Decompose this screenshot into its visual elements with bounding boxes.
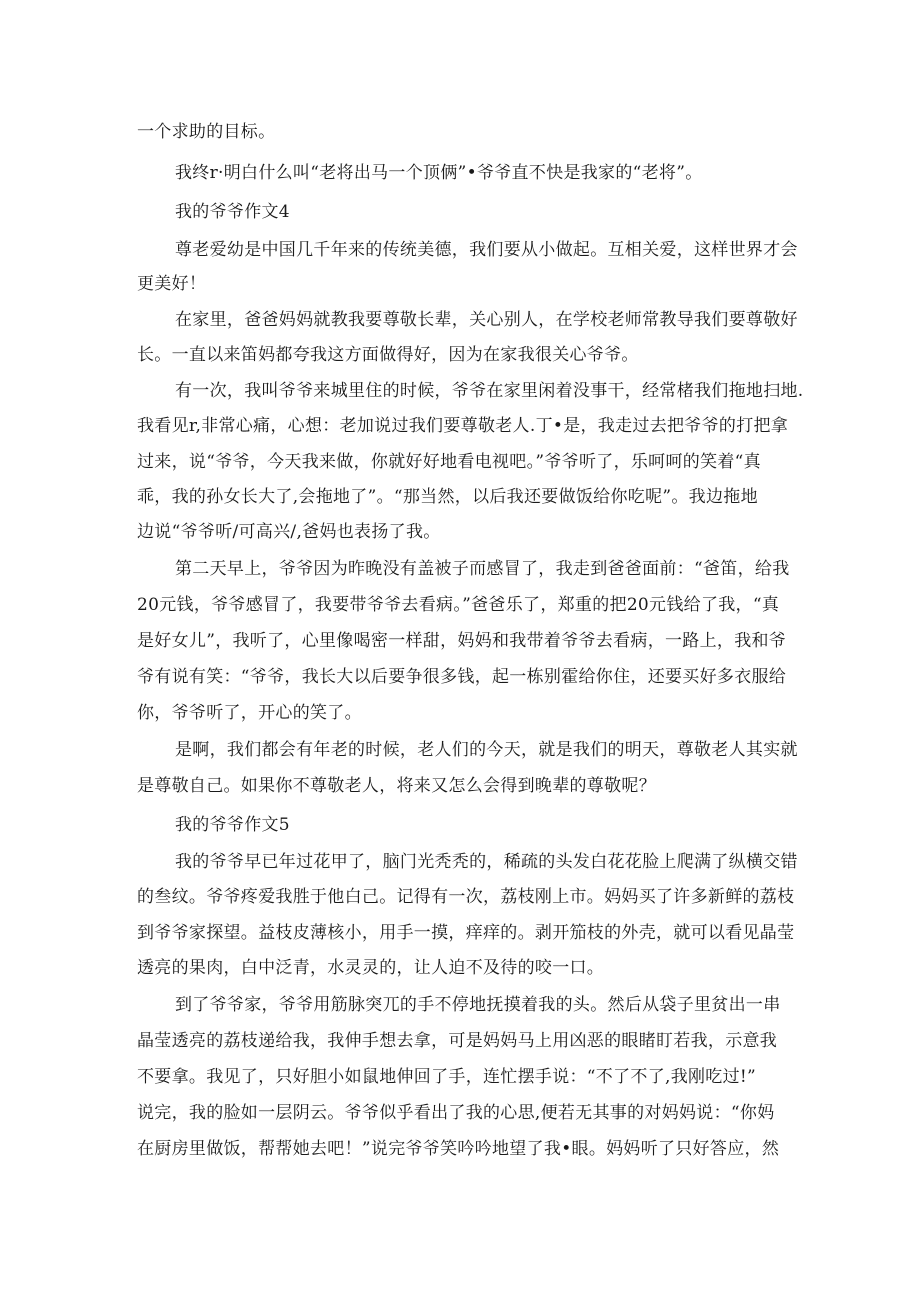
text-line: 透亮的果肉，白中泛青，水灵灵的，让人迫不及待的咬一口。	[137, 958, 605, 978]
text-line: 是尊敬自己。如果你不尊敬老人，将来又怎么会得到晚辈的尊敬呢？	[137, 776, 656, 796]
text-line: 在厨房里做饭，帮帮她去吧！”说完爷爷笑吟吟地望了我•眼。妈妈听了只好答应，然	[137, 1139, 780, 1159]
text-line: 不要拿。我见了，只好胆小如鼠地伸回了手，连忙摆手说：“不了不了,我刚吃过!”	[137, 1067, 757, 1087]
text-line: 说完，我的脸如一层阴云。爷爷似乎看出了我的心思,便若无其事的对妈妈说：“你妈	[137, 1103, 775, 1123]
text-line: 到爷爷家探望。益枝皮薄核小，用手一摸，痒痒的。剥开笳枝的外壳，就可以看见晶莹	[137, 923, 795, 943]
text-line: 你，爷爷听了，开心的笑了。	[137, 703, 362, 723]
text-line: 在家里，爸爸妈妈就教我要尊敬长辈，关心别人，在学校老师常教导我们要尊敬好	[175, 310, 798, 330]
text-line: 到了爷爷家，爷爷用筋脉突兀的手不停地抚摸着我的头。然后从袋子里贫出一串	[175, 995, 781, 1015]
text-line: 有一次，我叫爷爷来城里住的时候，爷爷在家里闲着没事干，经常楮我们拖地扫地.	[175, 381, 804, 401]
text-line: 尊老爱幼是中国几千年来的传统美德，我们要从小做起。互相关爱，这样世界才会	[175, 240, 798, 260]
text-line: 过来，说“爷爷，今天我来做，你就好好地看电视吧。”爷爷听了，乐呵呵的笑着“真	[137, 452, 761, 472]
text-line: 晶莹透亮的荔枝递给我，我伸手想去拿，可是妈妈马上用凶恶的眼睹盯若我，示意我	[137, 1031, 778, 1051]
text-line: 我看见r,非常心痛，心想：老加说过我们要尊敬老人.丁•是，我走过去把爷爷的打把拿	[137, 416, 789, 436]
text-line: 爷有说有笑：“爷爷，我长大以后要争很多钱，起一栋别霍给你住，还要买好多衣服给	[137, 667, 787, 687]
text-line: 第二天早上，爷爷因为昨晚没有盖被子而感冒了，我走到爸爸面前：“爸笛，给我	[175, 559, 790, 579]
text-line: 20元钱，爷爷感冒了，我要带爷爷去看病。”爸爸乐了，郑重的把20元钱给了我，“真	[137, 595, 780, 615]
text-line: 是好女儿”，我听了，心里像喝密一样甜，妈妈和我带着爷爷去看病，一路上，我和爷	[137, 631, 787, 651]
text-line: 乖，我的孙女长大了,会拖地了”。“那当然，以后我还要做饭给你吃呢”。我边拖地	[137, 487, 758, 507]
text-line: 我终r·明白什么叫“老将出马一个顶俩”•爷爷直不快是我家的“老将”。	[175, 163, 703, 183]
text-line: 的叁纹。爷爷疼爱我胜于他白己。记得有一次，荔枝刚上市。妈妈买了许多新鲜的荔枝	[137, 887, 795, 907]
text-line: 是啊，我们都会有年老的时候，老人们的今天，就是我们的明天，尊敬老人其实就	[175, 740, 798, 760]
section-heading: 我的爷爷作文5	[175, 815, 290, 835]
text-line: 一个求助的目标。	[137, 122, 276, 142]
section-heading: 我的爷爷作文4	[175, 202, 290, 222]
text-line: 长。一直以来笛妈都夸我这方面做得好，因为在家我很关心爷爷。	[137, 345, 639, 365]
text-line: 我的爷爷早已年过花甲了，脑门光秃秃的，稀疏的头发白花花脸上爬满了纵横交错	[175, 852, 798, 872]
text-line: 更美好！	[137, 274, 207, 294]
text-line: 边说“爷爷听/可高兴/,爸妈也表扬了我。	[137, 522, 441, 542]
